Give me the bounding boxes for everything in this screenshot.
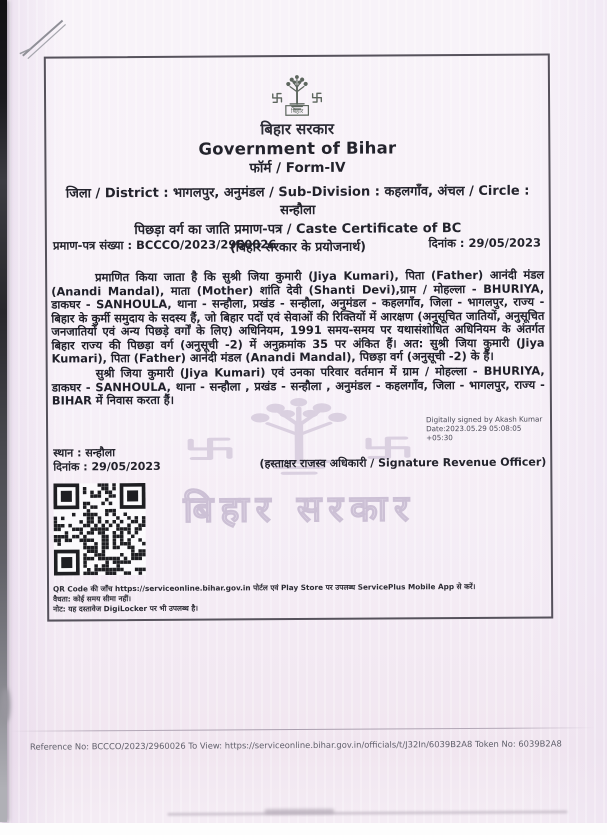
watermark-text: बिहार सरकार bbox=[183, 488, 416, 531]
issue-date bbox=[429, 236, 541, 252]
signature-officer-hindi: (हस्ताक्षर राजस्व अधिकारी / bbox=[259, 456, 379, 471]
fold-crease-line bbox=[10, 727, 595, 732]
place-line: स्थान : सन्हौला bbox=[53, 446, 116, 460]
purpose-line: (बिहार सरकार के प्रयोजनार्थ) bbox=[229, 238, 367, 255]
digital-signature-stamp bbox=[426, 414, 550, 442]
bihar-emblem-icon bbox=[271, 62, 323, 118]
qr-note-verify: QR Code की जाँच https://serviceonline.bihar.gov.in पोर्टल एवं Play Store पर उपलब्ध ServicePlus Mobile App से करें। bbox=[53, 581, 476, 594]
district-line: जिला / District : भागलपुर, अनुमंडल / Sub-Division : कहलगाँव, अंचल / Circle : सन्हौला bbox=[65, 183, 530, 219]
date-line: दिनांक : 29/05/2023 bbox=[53, 459, 161, 474]
form-number-line: फॉर्म / Form-IV bbox=[249, 159, 346, 177]
digital-signature-line1: Digitally signed by Akash Kumar bbox=[425, 414, 543, 425]
scan-bottom-margin bbox=[0, 823, 607, 835]
qr-code bbox=[53, 483, 146, 576]
signature-officer-english: Signature Revenue Officer) bbox=[378, 455, 547, 470]
certificate-number-label: प्रमाण-पत्र संख्या : bbox=[52, 238, 137, 253]
qr-note-digilocker: नोट: यह दस्तावेज DigiLocker पर भी उपलब्ध है। bbox=[53, 603, 198, 614]
certificate-body-paragraph-1: प्रमाणित किया जाता है कि सुश्री जिया कुमारी (Jiya Kumari), पिता (Father) आनंदी मंडल (Anandi Mandal), माता (Mother) शांति देवी (Shanti Devi),ग्राम / मोहल्ला - BHURIYA, डाकघर - SANHOULA, थाना - सन्हौला, प्रखंड - सन्हौला, अनुमंडल - कहलगाँव, जिला - भागलपुर, राज्य - बिहार के कुर्मी समुदाय के सदस्य हैं, जो बिहार पदों एवं सेवाओं की रिक्तियों में आरक्षण (अनुसूचित जातियों, अनुसूचित जनजातियों एवं अन्य पिछड़े वर्गों के लिए) अधिनियम, 1991 समय-समय पर यथासंशोधित अधिनियम के अंतर्गत बिहार राज्य की पिछड़ा वर्ग (अनुसूची -2) में अनुक्रमांक 35 पर अंकित हैं। अत: सुश्री जिया कुमारी (Jiya Kumari), पिता (Father) आनंदी मंडल (Anandi Mandal), पिछड़ा वर्ग (अनुसूची -2) के हैं। bbox=[51, 267, 545, 366]
digital-signature-line2: Date:2023.05.29 05:08:05 +05:30 bbox=[426, 423, 522, 443]
scan-smudge bbox=[167, 810, 567, 815]
footer-reference-line: Reference No: BCCCO/2023/2960026 To View: https://serviceonline.bihar.gov.in/officials/t/J32In/6039B2A8 Token No: 6039B2A8 bbox=[29, 738, 562, 752]
pen-scratch-mark bbox=[16, 11, 71, 61]
scan-smudge-dark bbox=[264, 809, 334, 814]
government-name-english: Government of Bihar bbox=[198, 138, 397, 159]
signature-officer-line bbox=[259, 455, 546, 472]
qr-note-validity: वैधता: कोई समय सीमा नहीं। bbox=[53, 594, 132, 604]
government-name-hindi: बिहार सरकार bbox=[260, 119, 335, 139]
certificate-title: पिछड़ा वर्ग का जाति प्रमाण-पत्र / Caste Certificate of BC bbox=[134, 221, 462, 239]
scanner-edge-blob bbox=[1, 688, 10, 722]
emblem-caption: बिहार bbox=[290, 107, 304, 116]
certificate-meta-row bbox=[53, 236, 541, 254]
certificate-number bbox=[53, 237, 277, 253]
letterhead bbox=[46, 61, 549, 257]
place-date-block bbox=[53, 446, 161, 474]
issue-date-value: 29/05/2023 bbox=[468, 235, 541, 250]
certificate-border bbox=[44, 53, 553, 621]
issue-date-label: दिनांक : bbox=[428, 235, 469, 251]
qr-notes bbox=[53, 582, 476, 615]
certificate-body-paragraph-2: सुश्री जिया कुमारी (Jiya Kumari) एवं उनका परिवार वर्तमान में ग्राम / मोहल्ला - BHURIYA, डाकघर - SANHOULA, थाना - सन्हौला , प्रखंड - सन्हौला , अनुमंडल - कहलगाँव, जिला - भागलपुर, राज्य - BIHAR में निवास करता हैं। bbox=[51, 363, 545, 408]
certificate-number-value: BCCCO/2023/2960026 bbox=[136, 237, 277, 253]
